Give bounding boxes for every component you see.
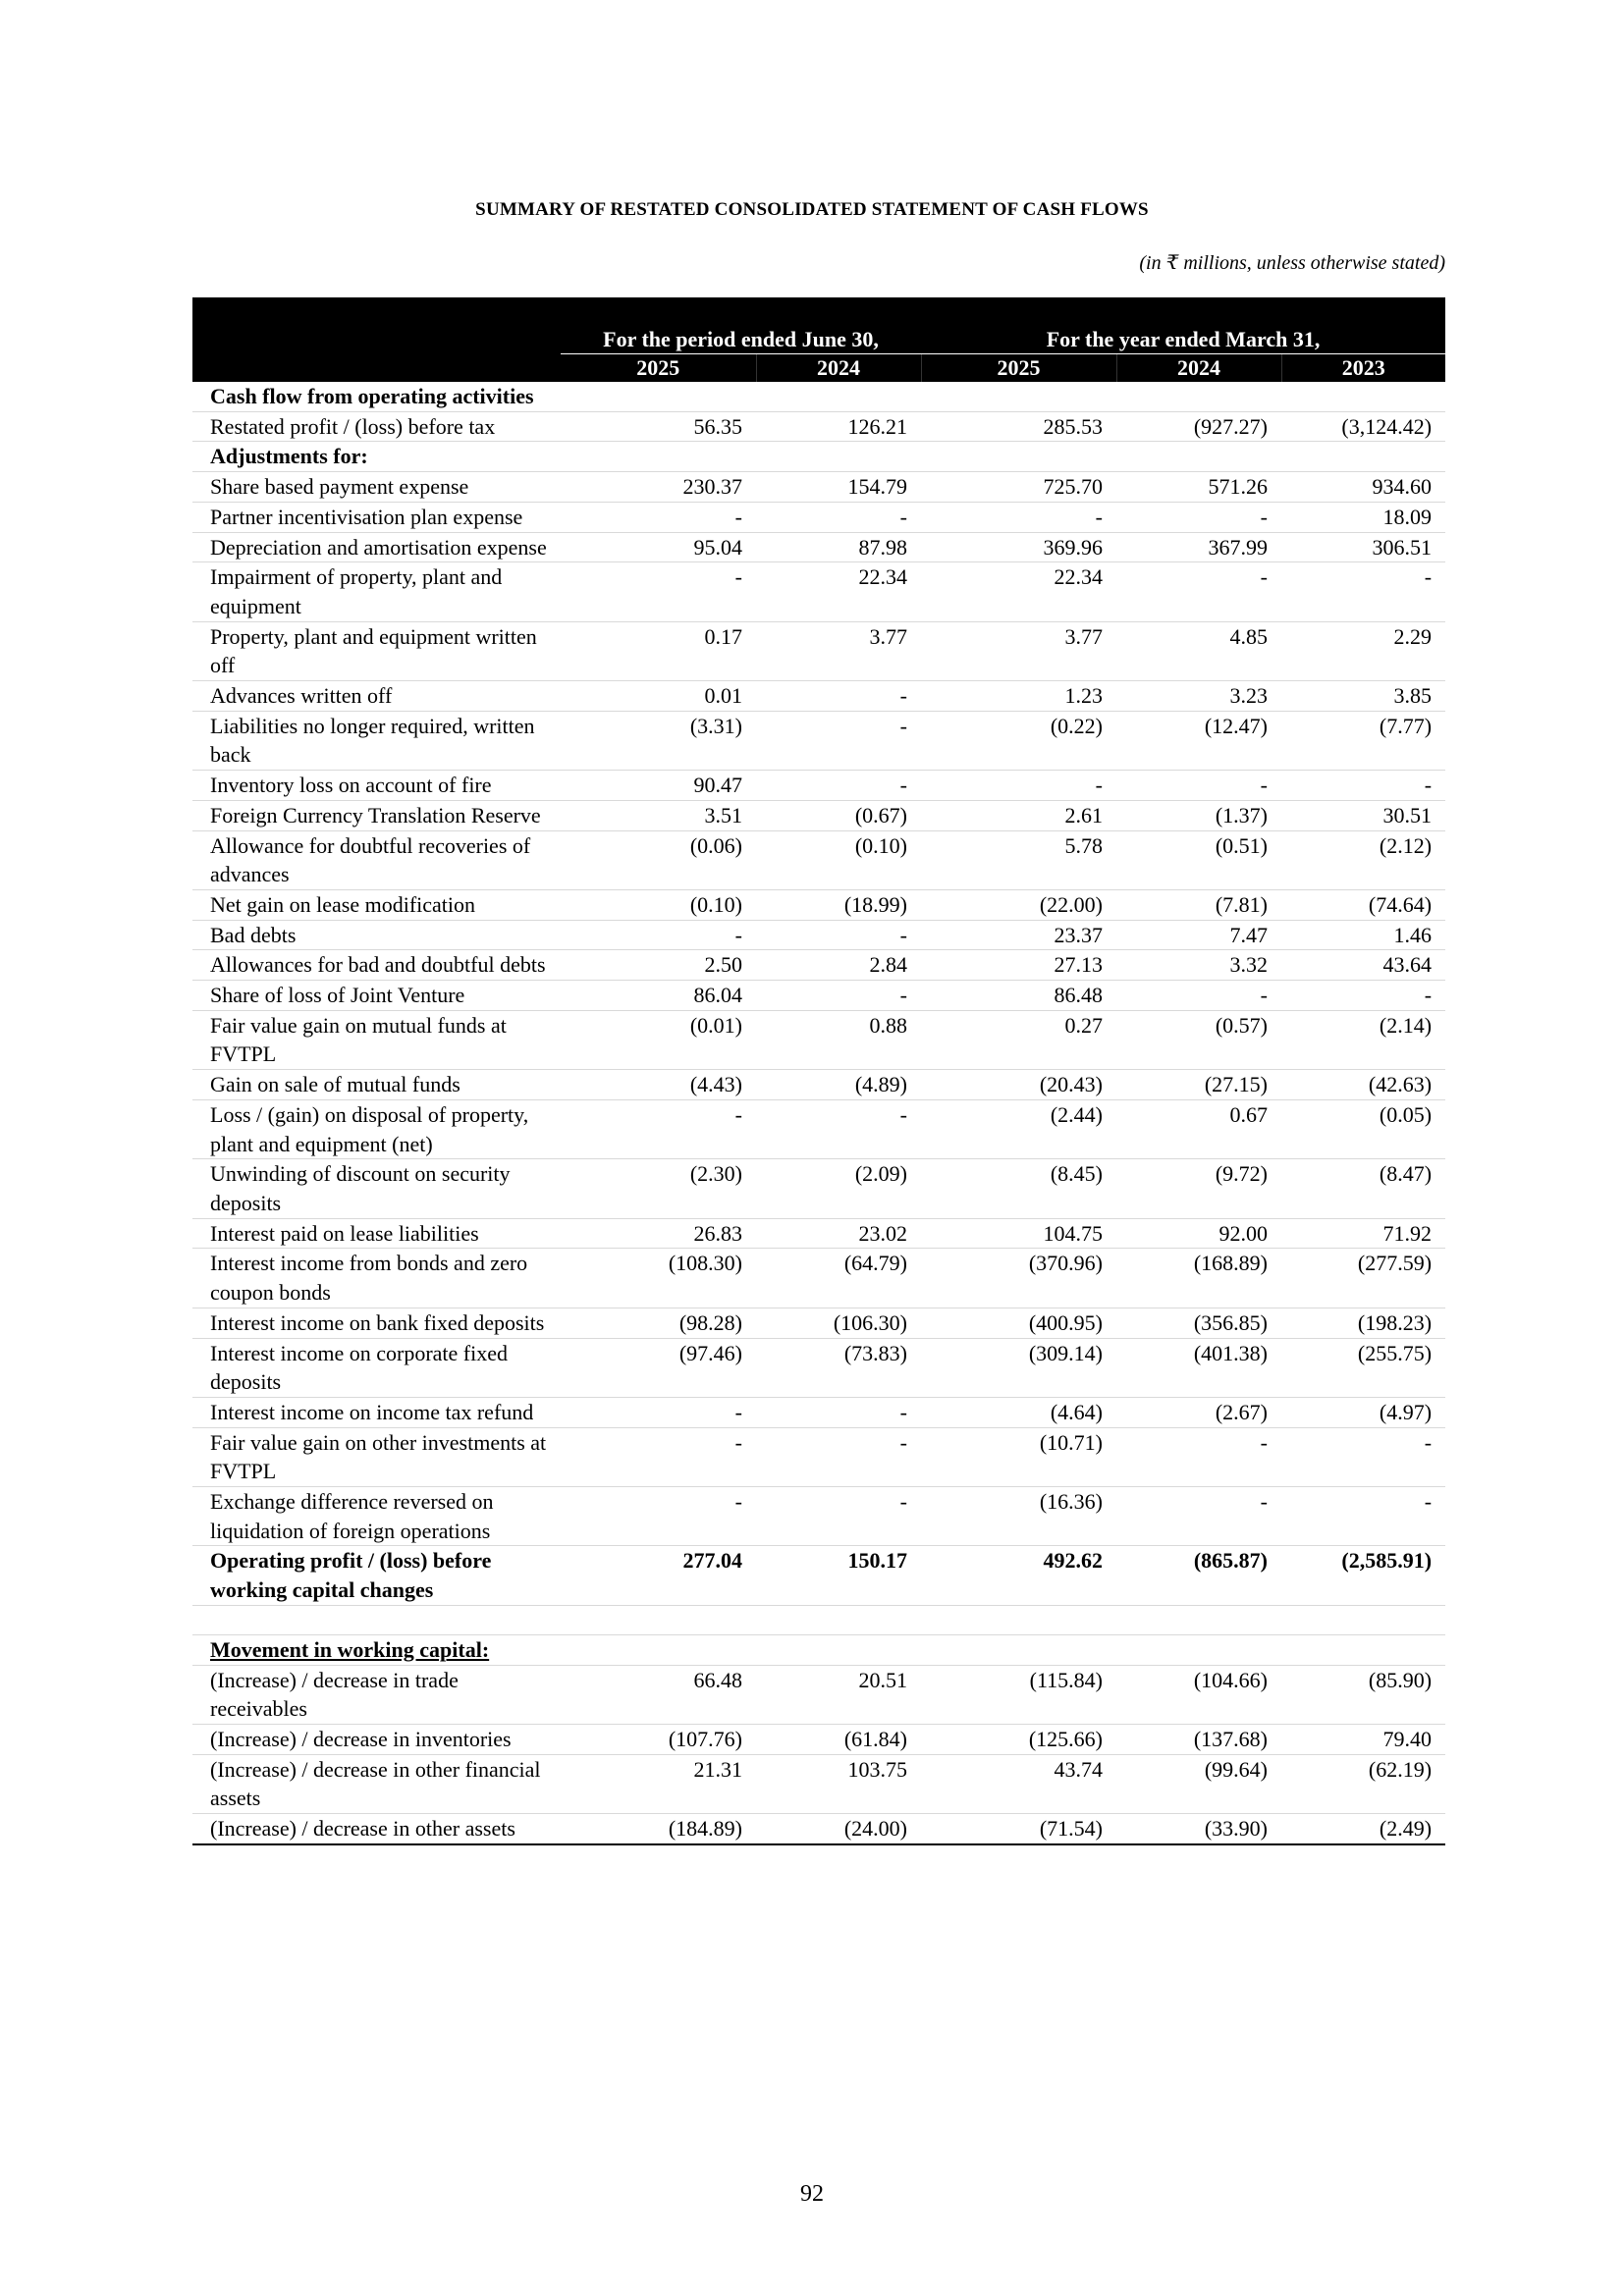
value-cell bbox=[1281, 1634, 1445, 1665]
table-row bbox=[192, 1665, 1445, 1724]
row-label bbox=[192, 1546, 561, 1605]
value-cell: - bbox=[1116, 562, 1281, 621]
value-cell: 367.99 bbox=[1116, 532, 1281, 562]
header-col-year: 2024 bbox=[1116, 354, 1281, 383]
row-label-text: (Increase) / decrease in other assets bbox=[210, 1816, 515, 1842]
value-cell: (61.84) bbox=[756, 1724, 921, 1754]
value-cell: (198.23) bbox=[1281, 1308, 1445, 1338]
value-cell: (0.57) bbox=[1116, 1010, 1281, 1069]
value-cell: - bbox=[561, 562, 756, 621]
row-label bbox=[192, 411, 561, 442]
value-cell: (4.43) bbox=[561, 1070, 756, 1100]
row-label bbox=[192, 1397, 561, 1427]
value-cell: (125.66) bbox=[921, 1724, 1116, 1754]
value-cell: (2.44) bbox=[921, 1099, 1116, 1158]
row-label bbox=[192, 1665, 561, 1724]
row-label bbox=[192, 1099, 561, 1158]
value-cell: 2.50 bbox=[561, 950, 756, 981]
value-cell bbox=[756, 1605, 921, 1634]
row-label-text: Allowances for bad and doubtful debts bbox=[210, 952, 546, 978]
table-row bbox=[192, 950, 1445, 981]
value-cell: (184.89) bbox=[561, 1814, 756, 1844]
value-cell: - bbox=[756, 1487, 921, 1546]
row-label bbox=[192, 562, 561, 621]
value-cell: 92.00 bbox=[1116, 1218, 1281, 1249]
value-cell bbox=[1281, 382, 1445, 411]
row-label-text: Share based payment expense bbox=[210, 474, 469, 500]
value-cell: 2.29 bbox=[1281, 621, 1445, 680]
value-cell: (401.38) bbox=[1116, 1338, 1281, 1397]
section-heading-row bbox=[192, 382, 1445, 411]
value-cell: (98.28) bbox=[561, 1308, 756, 1338]
header-col-year: 2025 bbox=[561, 354, 756, 383]
value-cell: 154.79 bbox=[756, 472, 921, 503]
row-label-text: Depreciation and amortisation expense bbox=[210, 534, 547, 560]
value-cell: 3.32 bbox=[1116, 950, 1281, 981]
value-cell: 3.77 bbox=[756, 621, 921, 680]
row-label-text: Unwinding of discount on security deposits bbox=[210, 1161, 511, 1215]
value-cell: 7.47 bbox=[1116, 920, 1281, 950]
row-label bbox=[192, 681, 561, 712]
table-row bbox=[192, 1070, 1445, 1100]
value-cell: - bbox=[756, 681, 921, 712]
value-cell: (20.43) bbox=[921, 1070, 1116, 1100]
value-cell: - bbox=[1281, 981, 1445, 1011]
value-cell: (8.45) bbox=[921, 1159, 1116, 1218]
value-cell: (0.05) bbox=[1281, 1099, 1445, 1158]
table-row bbox=[192, 1724, 1445, 1754]
row-label-text: (Increase) / decrease in inventories bbox=[210, 1726, 512, 1751]
value-cell: 725.70 bbox=[921, 472, 1116, 503]
value-cell: - bbox=[1116, 771, 1281, 801]
row-label-text: Inventory loss on account of fire bbox=[210, 773, 492, 798]
value-cell: (309.14) bbox=[921, 1338, 1116, 1397]
value-cell: 22.34 bbox=[756, 562, 921, 621]
row-label-text: Net gain on lease modification bbox=[210, 891, 476, 917]
value-cell: (2.14) bbox=[1281, 1010, 1445, 1069]
row-label-text: Partner incentivisation plan expense bbox=[210, 504, 523, 529]
value-cell: 126.21 bbox=[756, 411, 921, 442]
value-cell: 492.62 bbox=[921, 1546, 1116, 1605]
row-label bbox=[192, 1605, 561, 1634]
value-cell: (22.00) bbox=[921, 889, 1116, 920]
section-heading-row bbox=[192, 442, 1445, 472]
value-cell: - bbox=[1116, 1427, 1281, 1486]
value-cell: 571.26 bbox=[1116, 472, 1281, 503]
row-label-text: Impairment of property, plant and equipment bbox=[210, 564, 503, 618]
row-label bbox=[192, 920, 561, 950]
value-cell: - bbox=[1281, 562, 1445, 621]
value-cell: (71.54) bbox=[921, 1814, 1116, 1844]
value-cell bbox=[921, 1634, 1116, 1665]
value-cell: 285.53 bbox=[921, 411, 1116, 442]
row-label bbox=[192, 382, 561, 411]
row-label bbox=[192, 830, 561, 889]
value-cell: - bbox=[1116, 502, 1281, 532]
row-label-text: Movement in working capital: bbox=[210, 1636, 490, 1662]
table-row bbox=[192, 800, 1445, 830]
table-body bbox=[192, 382, 1445, 1844]
value-cell: (115.84) bbox=[921, 1665, 1116, 1724]
value-cell: (33.90) bbox=[1116, 1814, 1281, 1844]
header-row-groups bbox=[192, 297, 1445, 354]
value-cell bbox=[561, 442, 756, 472]
value-cell: (24.00) bbox=[756, 1814, 921, 1844]
value-cell bbox=[756, 442, 921, 472]
value-cell: - bbox=[561, 920, 756, 950]
row-label-text: Interest income on corporate fixed deposits bbox=[210, 1340, 508, 1395]
value-cell: (3,124.42) bbox=[1281, 411, 1445, 442]
value-cell: 79.40 bbox=[1281, 1724, 1445, 1754]
row-label-text: Advances written off bbox=[210, 683, 393, 709]
value-cell: - bbox=[561, 1397, 756, 1427]
value-cell: (168.89) bbox=[1116, 1249, 1281, 1308]
row-label bbox=[192, 1159, 561, 1218]
value-cell: 26.83 bbox=[561, 1218, 756, 1249]
value-cell: 1.23 bbox=[921, 681, 1116, 712]
value-cell: 23.02 bbox=[756, 1218, 921, 1249]
value-cell: (16.36) bbox=[921, 1487, 1116, 1546]
value-cell bbox=[1281, 442, 1445, 472]
row-label bbox=[192, 1070, 561, 1100]
table-row bbox=[192, 1099, 1445, 1158]
value-cell: 2.61 bbox=[921, 800, 1116, 830]
table-row bbox=[192, 771, 1445, 801]
row-label bbox=[192, 532, 561, 562]
value-cell: (97.46) bbox=[561, 1338, 756, 1397]
value-cell: 369.96 bbox=[921, 532, 1116, 562]
value-cell: - bbox=[1281, 1487, 1445, 1546]
value-cell: - bbox=[561, 1487, 756, 1546]
table-row bbox=[192, 981, 1445, 1011]
value-cell: (8.47) bbox=[1281, 1159, 1445, 1218]
value-cell bbox=[921, 382, 1116, 411]
table-row bbox=[192, 920, 1445, 950]
value-cell: (99.64) bbox=[1116, 1754, 1281, 1813]
value-cell: (73.83) bbox=[756, 1338, 921, 1397]
row-label-text: Allowance for doubtful recoveries of advances bbox=[210, 832, 531, 887]
row-label bbox=[192, 621, 561, 680]
row-label bbox=[192, 1427, 561, 1486]
value-cell: (106.30) bbox=[756, 1308, 921, 1338]
table-row bbox=[192, 1814, 1445, 1844]
value-cell bbox=[1116, 442, 1281, 472]
value-cell: 23.37 bbox=[921, 920, 1116, 950]
value-cell: (137.68) bbox=[1116, 1724, 1281, 1754]
value-cell: 2.84 bbox=[756, 950, 921, 981]
value-cell: 5.78 bbox=[921, 830, 1116, 889]
cash-flow-table bbox=[192, 297, 1445, 1845]
row-label bbox=[192, 950, 561, 981]
value-cell bbox=[1116, 1605, 1281, 1634]
table-row bbox=[192, 830, 1445, 889]
value-cell: (0.51) bbox=[1116, 830, 1281, 889]
value-cell: (4.97) bbox=[1281, 1397, 1445, 1427]
table-row bbox=[192, 1159, 1445, 1218]
table-row bbox=[192, 411, 1445, 442]
value-cell: (9.72) bbox=[1116, 1159, 1281, 1218]
value-cell: 0.88 bbox=[756, 1010, 921, 1069]
table-row bbox=[192, 1427, 1445, 1486]
row-label bbox=[192, 1814, 561, 1844]
value-cell: 43.74 bbox=[921, 1754, 1116, 1813]
row-label bbox=[192, 1338, 561, 1397]
row-label-text: Fair value gain on mutual funds at FVTPL bbox=[210, 1012, 507, 1067]
row-label bbox=[192, 771, 561, 801]
value-cell: 1.46 bbox=[1281, 920, 1445, 950]
value-cell: 86.48 bbox=[921, 981, 1116, 1011]
value-cell: 0.27 bbox=[921, 1010, 1116, 1069]
table-row bbox=[192, 889, 1445, 920]
row-label bbox=[192, 1754, 561, 1813]
header-col-year: 2025 bbox=[921, 354, 1116, 383]
value-cell: - bbox=[1281, 771, 1445, 801]
value-cell: (74.64) bbox=[1281, 889, 1445, 920]
row-label-text: (Increase) / decrease in trade receivables bbox=[210, 1667, 459, 1722]
value-cell: 230.37 bbox=[561, 472, 756, 503]
value-cell: (62.19) bbox=[1281, 1754, 1445, 1813]
value-cell: (4.64) bbox=[921, 1397, 1116, 1427]
row-label bbox=[192, 889, 561, 920]
value-cell: (2.12) bbox=[1281, 830, 1445, 889]
value-cell: 3.23 bbox=[1116, 681, 1281, 712]
value-cell: 66.48 bbox=[561, 1665, 756, 1724]
value-cell: - bbox=[921, 502, 1116, 532]
value-cell: (0.22) bbox=[921, 711, 1116, 770]
header-blank-cell bbox=[192, 297, 561, 382]
table-row bbox=[192, 1397, 1445, 1427]
value-cell: (12.47) bbox=[1116, 711, 1281, 770]
value-cell: - bbox=[756, 1099, 921, 1158]
value-cell: 306.51 bbox=[1281, 532, 1445, 562]
table-row bbox=[192, 532, 1445, 562]
row-label bbox=[192, 472, 561, 503]
table-row bbox=[192, 1546, 1445, 1605]
value-cell: (42.63) bbox=[1281, 1070, 1445, 1100]
row-label bbox=[192, 1218, 561, 1249]
value-cell: 71.92 bbox=[1281, 1218, 1445, 1249]
value-cell: - bbox=[756, 920, 921, 950]
value-cell bbox=[921, 442, 1116, 472]
value-cell: - bbox=[756, 981, 921, 1011]
row-label bbox=[192, 1010, 561, 1069]
value-cell: 3.85 bbox=[1281, 681, 1445, 712]
row-label-text: Adjustments for: bbox=[210, 444, 368, 469]
value-cell: 43.64 bbox=[1281, 950, 1445, 981]
value-cell: (27.15) bbox=[1116, 1070, 1281, 1100]
value-cell: 104.75 bbox=[921, 1218, 1116, 1249]
row-label-text: Gain on sale of mutual funds bbox=[210, 1072, 460, 1097]
value-cell: 3.51 bbox=[561, 800, 756, 830]
value-cell: (2.49) bbox=[1281, 1814, 1445, 1844]
row-label-text: Interest income on income tax refund bbox=[210, 1399, 534, 1424]
value-cell: (370.96) bbox=[921, 1249, 1116, 1308]
value-cell bbox=[921, 1605, 1116, 1634]
page-number: 92 bbox=[800, 2181, 824, 2207]
value-cell: (104.66) bbox=[1116, 1665, 1281, 1724]
value-cell: (108.30) bbox=[561, 1249, 756, 1308]
row-label bbox=[192, 711, 561, 770]
row-label-text: Foreign Currency Translation Reserve bbox=[210, 802, 541, 828]
value-cell: 56.35 bbox=[561, 411, 756, 442]
table-row bbox=[192, 1010, 1445, 1069]
row-label-text: Liabilities no longer required, written back bbox=[210, 713, 535, 768]
row-label-text: Bad debts bbox=[210, 922, 297, 947]
row-label bbox=[192, 1724, 561, 1754]
statement-title: SUMMARY OF RESTATED CONSOLIDATED STATEMENT OF CASH FLOWS bbox=[475, 199, 1149, 220]
row-label-text: Interest paid on lease liabilities bbox=[210, 1220, 479, 1246]
value-cell: - bbox=[921, 771, 1116, 801]
row-label bbox=[192, 502, 561, 532]
row-label-text: Cash flow from operating activities bbox=[210, 384, 534, 408]
value-cell: - bbox=[1116, 1487, 1281, 1546]
table-row bbox=[192, 1218, 1445, 1249]
value-cell: (2.30) bbox=[561, 1159, 756, 1218]
value-cell: (2.09) bbox=[756, 1159, 921, 1218]
units-note: (in ₹ millions, unless otherwise stated) bbox=[1139, 252, 1445, 274]
row-label bbox=[192, 800, 561, 830]
value-cell: (0.10) bbox=[756, 830, 921, 889]
value-cell: 150.17 bbox=[756, 1546, 921, 1605]
value-cell bbox=[756, 382, 921, 411]
table-row bbox=[192, 472, 1445, 503]
value-cell: (0.01) bbox=[561, 1010, 756, 1069]
value-cell: (64.79) bbox=[756, 1249, 921, 1308]
row-label bbox=[192, 442, 561, 472]
table-row bbox=[192, 1249, 1445, 1308]
value-cell: 27.13 bbox=[921, 950, 1116, 981]
value-cell: 0.17 bbox=[561, 621, 756, 680]
row-label-text: Interest income from bonds and zero coupon bonds bbox=[210, 1251, 528, 1306]
value-cell bbox=[1116, 382, 1281, 411]
value-cell: 22.34 bbox=[921, 562, 1116, 621]
value-cell: 20.51 bbox=[756, 1665, 921, 1724]
table-row bbox=[192, 1338, 1445, 1397]
row-label-text: Operating profit / (loss) before working capital changes bbox=[210, 1548, 492, 1603]
row-label bbox=[192, 981, 561, 1011]
value-cell: (356.85) bbox=[1116, 1308, 1281, 1338]
value-cell: 0.01 bbox=[561, 681, 756, 712]
value-cell: - bbox=[561, 1427, 756, 1486]
value-cell: (10.71) bbox=[921, 1427, 1116, 1486]
table-row bbox=[192, 1308, 1445, 1338]
row-label-text: Property, plant and equipment written off bbox=[210, 623, 537, 678]
spacer-row bbox=[192, 1605, 1445, 1634]
value-cell bbox=[1281, 1605, 1445, 1634]
table-row bbox=[192, 502, 1445, 532]
row-label-text: Exchange difference reversed on liquidation of foreign operations bbox=[210, 1489, 494, 1543]
header-year-group: For the year ended March 31, bbox=[921, 297, 1445, 354]
value-cell: 30.51 bbox=[1281, 800, 1445, 830]
section-heading-row bbox=[192, 1634, 1445, 1665]
table-row bbox=[192, 1754, 1445, 1813]
value-cell: - bbox=[561, 502, 756, 532]
value-cell: 21.31 bbox=[561, 1754, 756, 1813]
value-cell: (277.59) bbox=[1281, 1249, 1445, 1308]
value-cell: - bbox=[756, 1427, 921, 1486]
value-cell: (85.90) bbox=[1281, 1665, 1445, 1724]
value-cell: (255.75) bbox=[1281, 1338, 1445, 1397]
value-cell: 18.09 bbox=[1281, 502, 1445, 532]
value-cell: 87.98 bbox=[756, 532, 921, 562]
row-label-text: Loss / (gain) on disposal of property, plant and equipment (net) bbox=[210, 1101, 529, 1156]
value-cell: 90.47 bbox=[561, 771, 756, 801]
header-col-year: 2024 bbox=[756, 354, 921, 383]
value-cell: 277.04 bbox=[561, 1546, 756, 1605]
value-cell: - bbox=[1116, 981, 1281, 1011]
table-row bbox=[192, 711, 1445, 770]
row-label-text: Share of loss of Joint Venture bbox=[210, 983, 465, 1008]
value-cell: (18.99) bbox=[756, 889, 921, 920]
row-label-text: Fair value gain on other investments at FVTPL bbox=[210, 1429, 547, 1484]
value-cell bbox=[561, 382, 756, 411]
row-label-text: Interest income on bank fixed deposits bbox=[210, 1309, 545, 1335]
header-col-year: 2023 bbox=[1281, 354, 1445, 383]
value-cell: 86.04 bbox=[561, 981, 756, 1011]
row-label bbox=[192, 1308, 561, 1338]
value-cell: - bbox=[756, 1397, 921, 1427]
value-cell: 0.67 bbox=[1116, 1099, 1281, 1158]
value-cell: - bbox=[561, 1099, 756, 1158]
value-cell: (927.27) bbox=[1116, 411, 1281, 442]
value-cell: (3.31) bbox=[561, 711, 756, 770]
value-cell: (107.76) bbox=[561, 1724, 756, 1754]
header-period-group: For the period ended June 30, bbox=[561, 297, 921, 354]
value-cell: 3.77 bbox=[921, 621, 1116, 680]
value-cell: (7.81) bbox=[1116, 889, 1281, 920]
table-row bbox=[192, 621, 1445, 680]
value-cell: 95.04 bbox=[561, 532, 756, 562]
value-cell: (400.95) bbox=[921, 1308, 1116, 1338]
value-cell: (2.67) bbox=[1116, 1397, 1281, 1427]
value-cell: 934.60 bbox=[1281, 472, 1445, 503]
value-cell bbox=[561, 1634, 756, 1665]
value-cell: (2,585.91) bbox=[1281, 1546, 1445, 1605]
value-cell: (0.67) bbox=[756, 800, 921, 830]
row-label-text: Restated profit / (loss) before tax bbox=[210, 413, 496, 439]
row-label bbox=[192, 1634, 561, 1665]
value-cell: (1.37) bbox=[1116, 800, 1281, 830]
value-cell: (7.77) bbox=[1281, 711, 1445, 770]
value-cell: - bbox=[756, 502, 921, 532]
value-cell bbox=[756, 1634, 921, 1665]
value-cell: - bbox=[756, 771, 921, 801]
table-row bbox=[192, 1487, 1445, 1546]
value-cell: (0.10) bbox=[561, 889, 756, 920]
value-cell: - bbox=[756, 711, 921, 770]
table-row bbox=[192, 681, 1445, 712]
value-cell bbox=[1116, 1634, 1281, 1665]
row-label bbox=[192, 1249, 561, 1308]
row-label bbox=[192, 1487, 561, 1546]
value-cell: 4.85 bbox=[1116, 621, 1281, 680]
value-cell: (865.87) bbox=[1116, 1546, 1281, 1605]
table-row bbox=[192, 562, 1445, 621]
value-cell: 103.75 bbox=[756, 1754, 921, 1813]
value-cell: (4.89) bbox=[756, 1070, 921, 1100]
value-cell: (0.06) bbox=[561, 830, 756, 889]
value-cell: - bbox=[1281, 1427, 1445, 1486]
value-cell bbox=[561, 1605, 756, 1634]
row-label-text: (Increase) / decrease in other financial assets bbox=[210, 1756, 541, 1811]
